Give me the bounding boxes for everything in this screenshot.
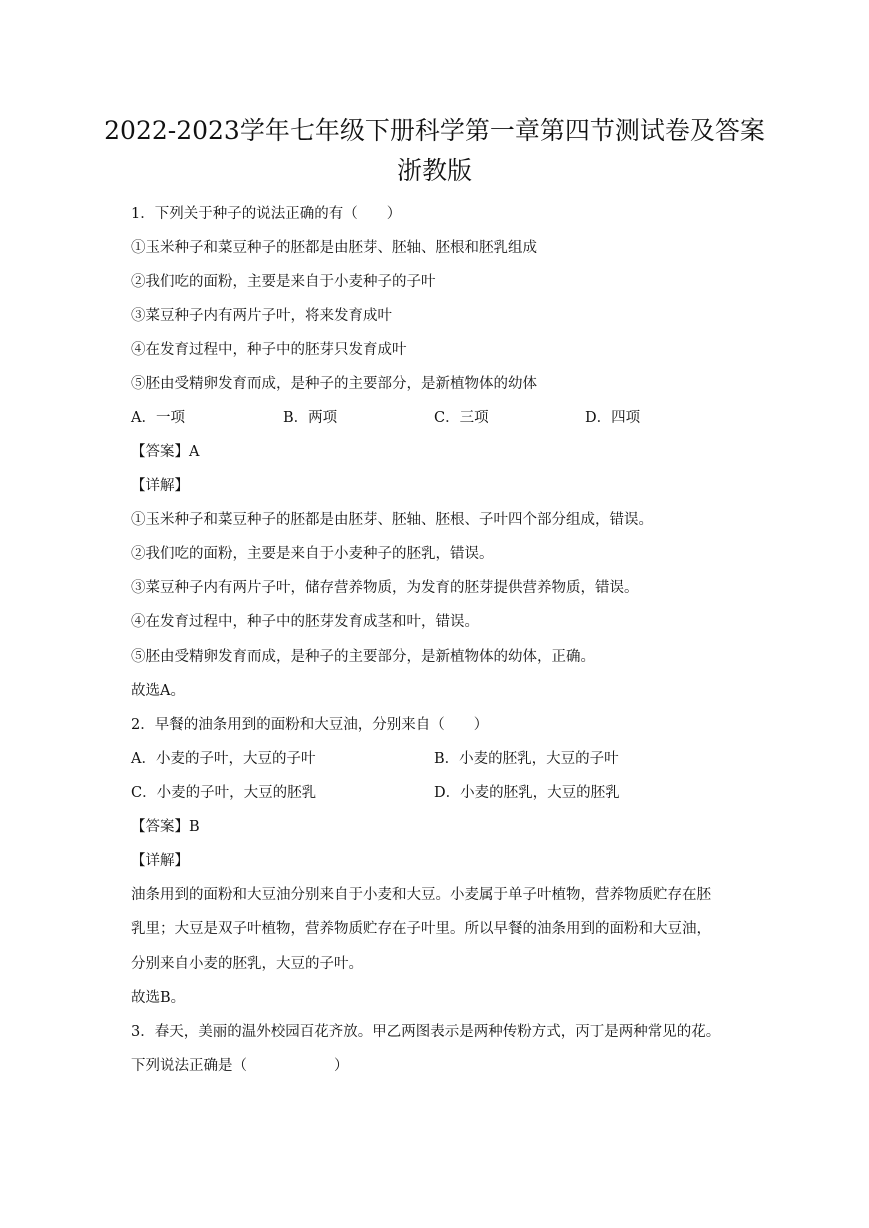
question-2-option-b: B．小麦的胚乳，大豆的子叶	[434, 751, 619, 767]
question-1-conclusion: 故选A。	[131, 683, 185, 699]
question-1-statement-2: ②我们吃的面粉，主要是来自于小麦种子的子叶	[131, 274, 436, 290]
question-1-statement-4: ④在发育过程中，种子中的胚芽只发育成叶	[131, 342, 407, 358]
question-3-stem-line-1: 3．春天，美丽的温外校园百花齐放。甲乙两图表示是两种传粉方式，丙丁是两种常见的花。	[131, 1024, 721, 1040]
question-2-option-a: A．小麦的子叶，大豆的子叶	[131, 751, 316, 767]
question-2-detail-1: 油条用到的面粉和大豆油分别来自于小麦和大豆。小麦属于单子叶植物，营养物质贮存在胚	[131, 887, 711, 903]
question-1-statement-5: ⑤胚由受精卵发育而成，是种子的主要部分，是新植物体的幼体	[131, 376, 537, 392]
question-2-detail-heading: 【详解】	[131, 853, 189, 869]
question-1-option-a: A．一项	[131, 410, 185, 426]
question-1-detail-5: ⑤胚由受精卵发育而成，是种子的主要部分，是新植物体的幼体，正确。	[131, 649, 595, 665]
question-1-answer: 【答案】A	[131, 444, 200, 460]
question-2-answer: 【答案】B	[131, 819, 200, 835]
question-1-option-d: D．四项	[585, 410, 641, 426]
question-1-detail-3: ③菜豆种子内有两片子叶，储存营养物质，为发育的胚芽提供营养物质，错误。	[131, 580, 639, 596]
question-1-option-c: C．三项	[434, 410, 489, 426]
question-1-detail-2: ②我们吃的面粉，主要是来自于小麦种子的胚乳，错误。	[131, 546, 494, 562]
document-title-line-1: 2022-2023学年七年级下册科学第一章第四节测试卷及答案	[104, 116, 765, 145]
question-1-option-b: B．两项	[283, 410, 338, 426]
question-2-detail-2: 乳里；大豆是双子叶植物，营养物质贮存在子叶里。所以早餐的油条用到的面粉和大豆油，	[131, 921, 711, 937]
question-2-option-c: C．小麦的子叶，大豆的胚乳	[131, 785, 317, 801]
question-1-detail-4: ④在发育过程中，种子中的胚芽发育成茎和叶，错误。	[131, 614, 479, 630]
question-1-detail-heading: 【详解】	[131, 478, 189, 494]
question-1-detail-1: ①玉米种子和菜豆种子的胚都是由胚芽、胚轴、胚根、子叶四个部分组成，错误。	[131, 512, 653, 528]
question-1-stem: 1．下列关于种子的说法正确的有（ ）	[131, 206, 402, 222]
question-2-option-d: D．小麦的胚乳，大豆的胚乳	[434, 785, 620, 801]
question-2-conclusion: 故选B。	[131, 990, 186, 1006]
question-3-stem-line-2: 下列说法正确是（ ）	[131, 1058, 349, 1074]
document-title-line-2: 浙教版	[396, 156, 472, 185]
question-1-statement-1: ①玉米种子和菜豆种子的胚都是由胚芽、胚轴、胚根和胚乳组成	[131, 240, 537, 256]
question-2-stem: 2．早餐的油条用到的面粉和大豆油，分别来自（ ）	[131, 717, 489, 733]
question-2-detail-3: 分别来自小麦的胚乳，大豆的子叶。	[131, 956, 363, 972]
question-1-statement-3: ③菜豆种子内有两片子叶，将来发育成叶	[131, 308, 392, 324]
